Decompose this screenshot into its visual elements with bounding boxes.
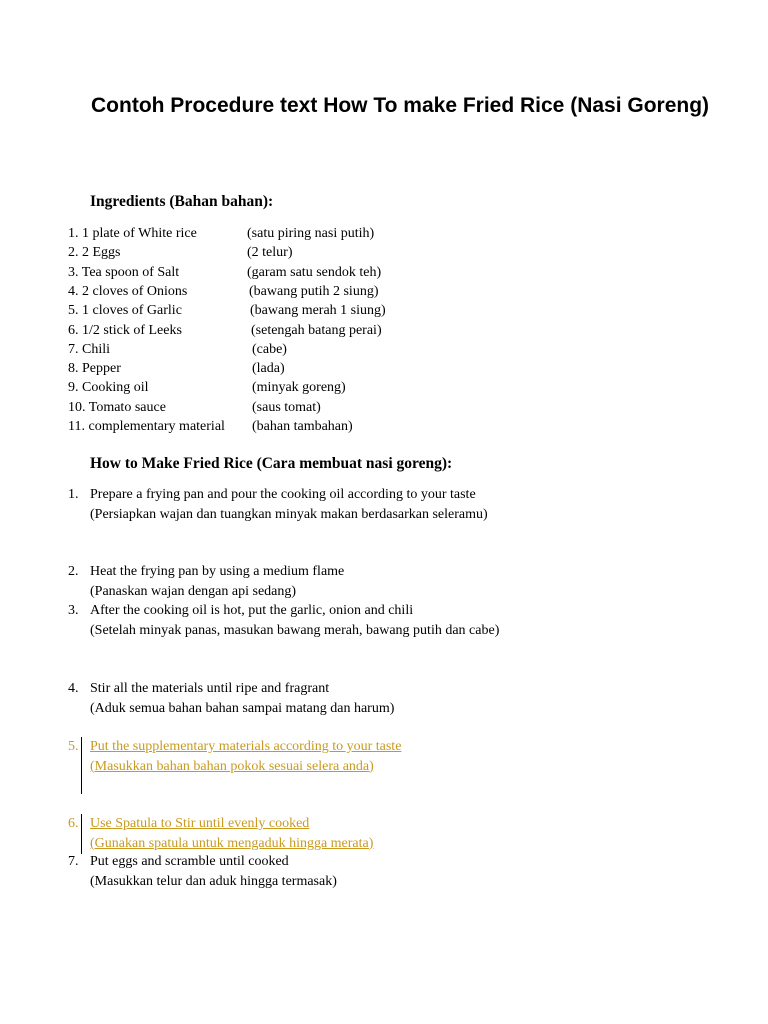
step-text — [90, 679, 394, 718]
step-translation: (Persiapkan wajan dan tuangkan minyak makan berdasarkan seleramu) — [90, 506, 488, 522]
ingredient-translation: (cabe) — [252, 341, 287, 357]
step-translation: (Gunakan spatula untuk mengaduk hingga merata) — [90, 835, 374, 851]
step-number: 6. — [68, 816, 79, 831]
step-english: Use Spatula to Stir until evenly cooked — [90, 816, 310, 831]
step-translation: (Masukkan bahan bahan pokok sesuai selera anda) — [90, 758, 374, 774]
revision-marker — [81, 814, 82, 854]
step-number: 4. — [68, 681, 79, 696]
ingredient-name: 1. 1 plate of White rice — [68, 226, 197, 241]
ingredient-translation: (lada) — [252, 361, 285, 377]
ingredient-name: 8. Pepper — [68, 361, 121, 377]
ingredient-translation: (bahan tambahan) — [252, 419, 353, 434]
step-number: 7. — [68, 854, 79, 869]
ingredient-translation: (bawang putih 2 siung) — [249, 283, 379, 299]
ingredient-name: 9. Cooking oil — [68, 380, 149, 396]
ingredient-name: 7. Chili — [68, 341, 111, 357]
step-english: Stir all the materials until ripe and fragrant — [90, 681, 330, 696]
step-translation: (Aduk semua bahan bahan sampai matang dan harum) — [90, 700, 395, 716]
step-text — [90, 814, 373, 853]
step-number: 5. — [68, 739, 79, 754]
step-number: 1. — [68, 487, 79, 502]
step-english: Heat the frying pan by using a medium flame — [90, 564, 345, 579]
step-text — [90, 601, 499, 640]
step-english: After the cooking oil is hot, put the garlic, onion and chili — [90, 603, 414, 618]
ingredient-name: 4. 2 cloves of Onions — [68, 283, 188, 299]
step-translation: (Setelah minyak panas, masukan bawang merah, bawang putih dan cabe) — [90, 622, 500, 638]
step-text — [90, 852, 337, 891]
ingredients-heading: Ingredients (Bahan bahan): — [90, 193, 274, 210]
ingredient-translation: (setengah batang perai) — [251, 322, 382, 338]
page-title: Contoh Procedure text How To make Fried Rice (Nasi Goreng) — [91, 94, 710, 117]
ingredient-name: 2. 2 Eggs — [68, 245, 121, 261]
step-english: Put eggs and scramble until cooked — [90, 854, 289, 869]
ingredient-name: 5. 1 cloves of Garlic — [68, 303, 182, 319]
ingredient-translation: (minyak goreng) — [252, 380, 346, 396]
method-heading: How to Make Fried Rice (Cara membuat nasi goreng): — [90, 455, 453, 472]
step-english: Prepare a frying pan and pour the cooking oil according to your taste — [90, 487, 476, 502]
step-translation: (Panaskan wajan dengan api sedang) — [90, 583, 297, 599]
revision-marker — [81, 737, 82, 794]
ingredient-translation: (satu piring nasi putih) — [247, 226, 375, 241]
ingredient-name: 3. Tea spoon of Salt — [68, 264, 180, 280]
step-text — [90, 562, 344, 601]
ingredient-name: 6. 1/2 stick of Leeks — [68, 322, 182, 338]
step-translation: (Masukkan telur dan aduk hingga termasak) — [90, 873, 337, 889]
ingredient-name: 11. complementary material — [68, 419, 225, 434]
ingredient-translation: (garam satu sendok teh) — [247, 264, 382, 280]
step-number: 2. — [68, 564, 79, 579]
step-number: 3. — [68, 603, 79, 618]
step-text — [90, 485, 488, 524]
ingredient-name: 10. Tomato sauce — [68, 399, 166, 415]
ingredient-translation: (2 telur) — [247, 245, 293, 261]
ingredient-translation: (bawang merah 1 siung) — [250, 303, 386, 319]
ingredient-translation: (saus tomat) — [252, 399, 321, 415]
step-text — [90, 737, 401, 776]
step-english: Put the supplementary materials according to your taste — [90, 739, 402, 754]
